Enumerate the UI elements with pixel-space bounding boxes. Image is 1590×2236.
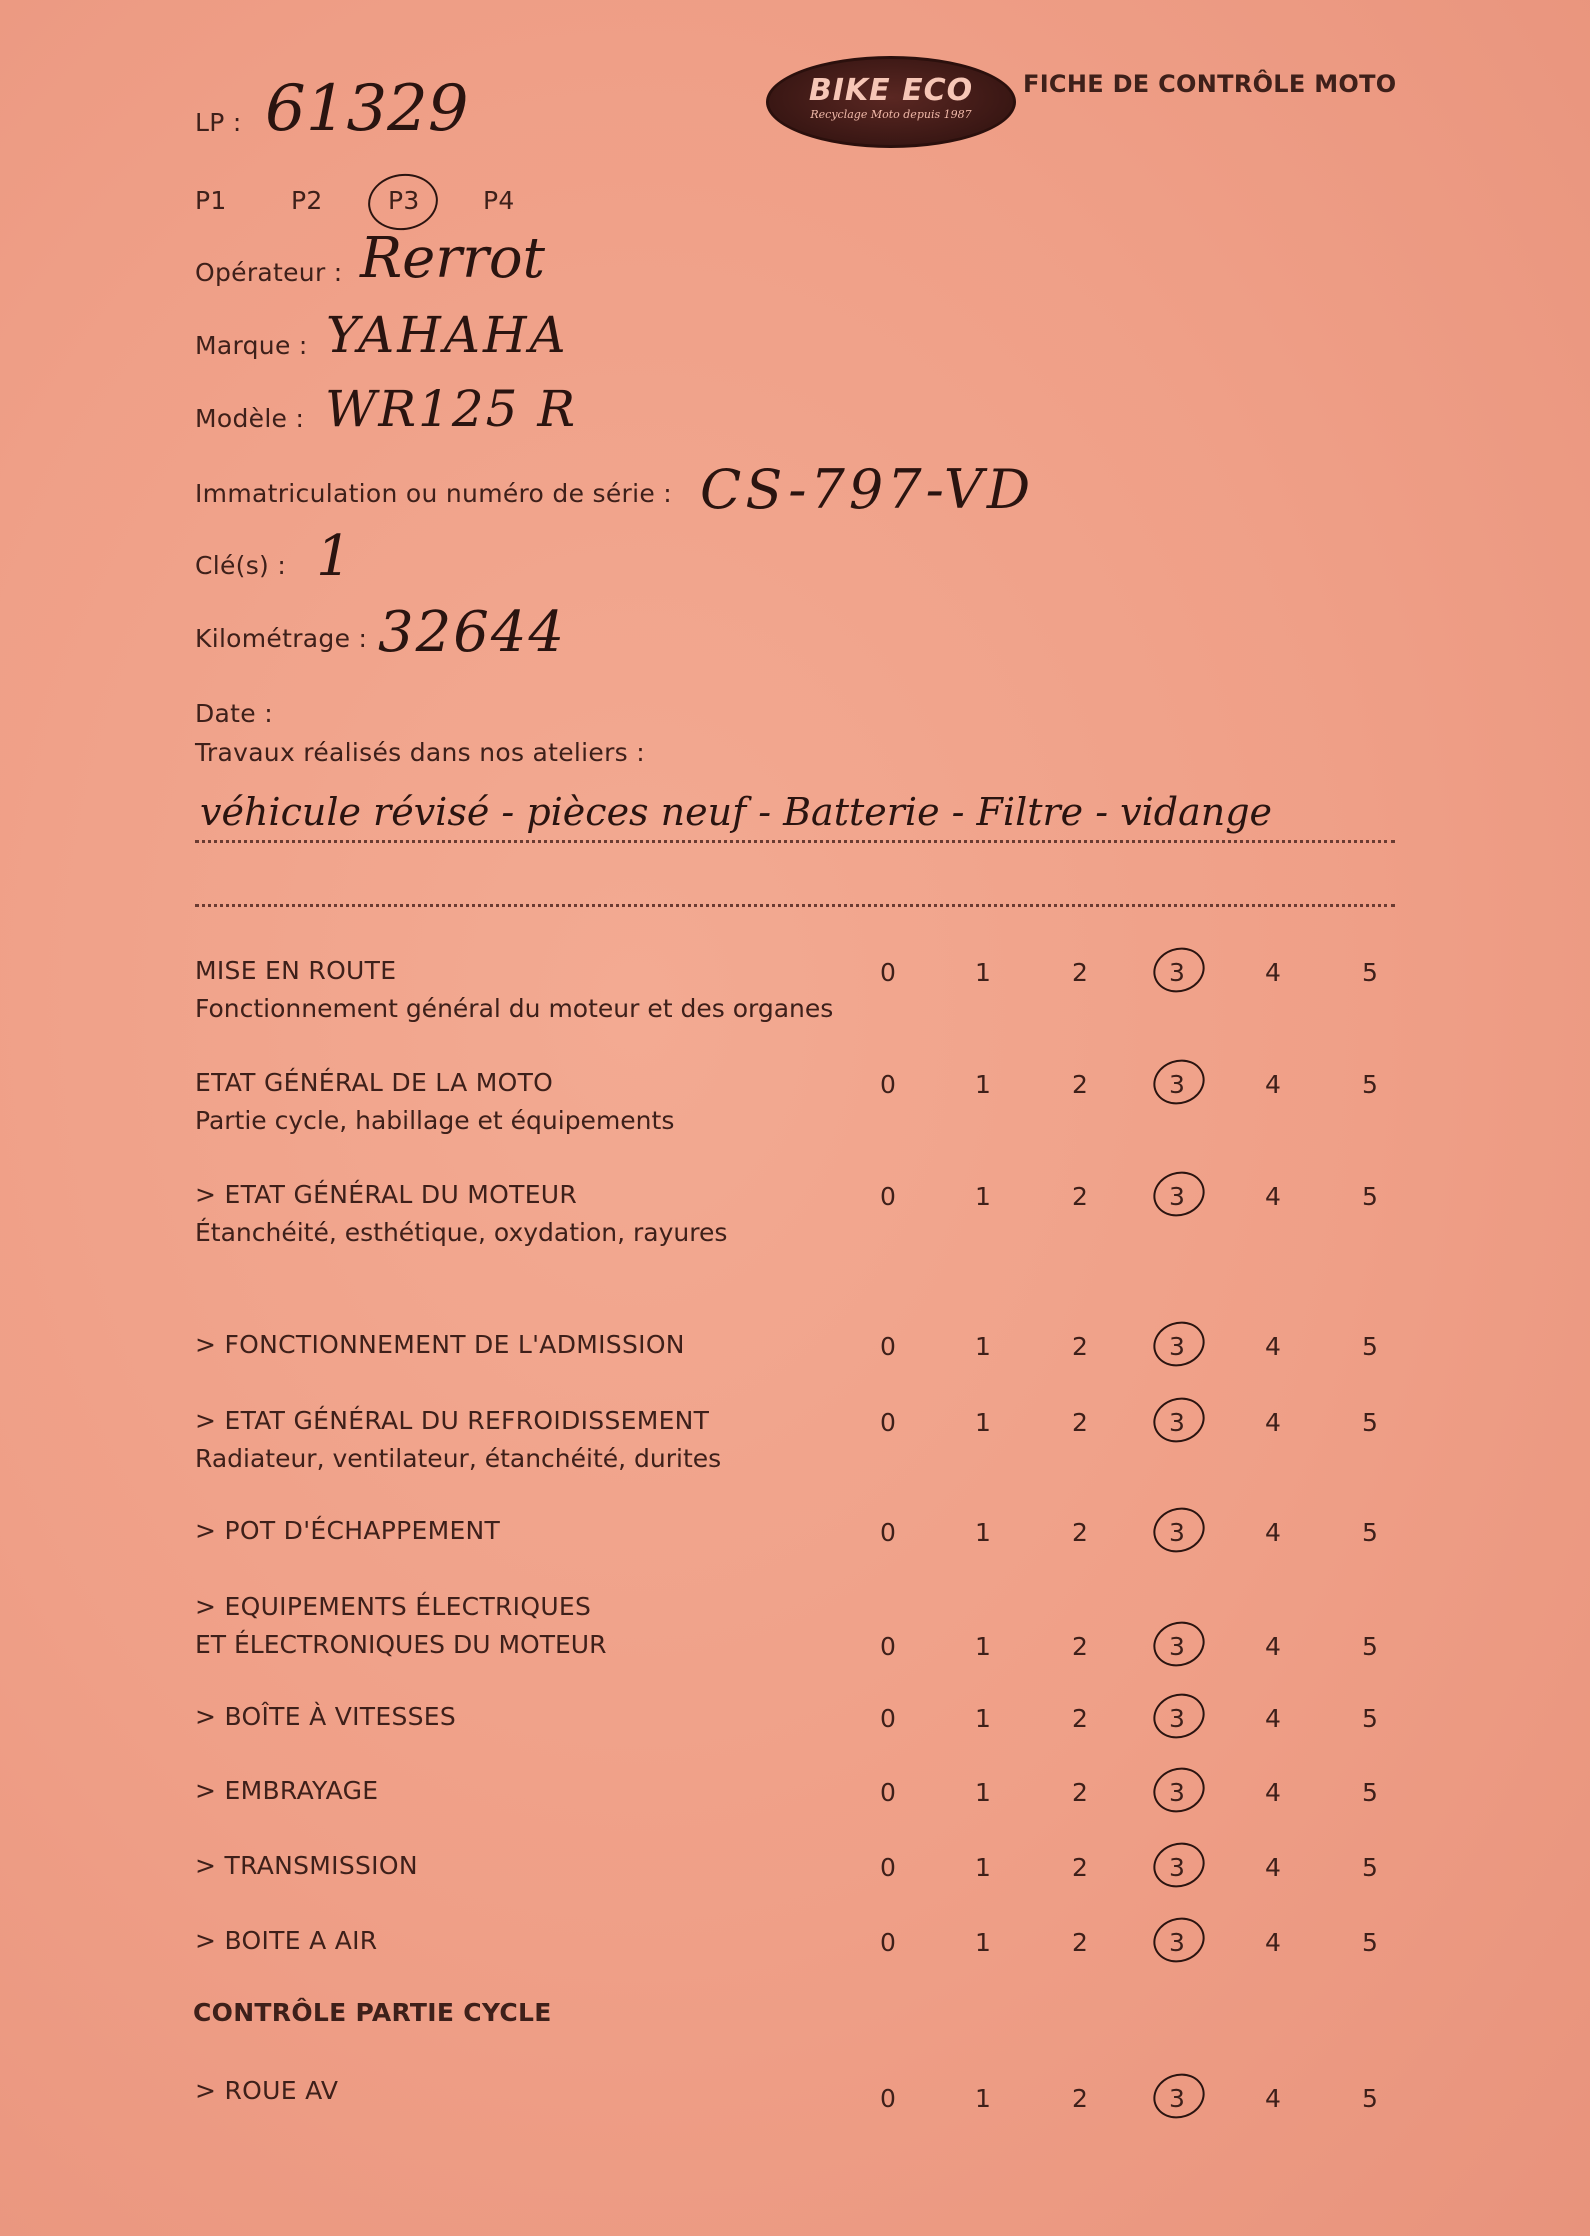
bike-eco-logo [766,56,1016,148]
score-option-3[interactable]: 3 [1169,958,1185,987]
model-value[interactable]: WR125 R [325,380,578,438]
score-option-3[interactable]: 3 [1169,1704,1185,1733]
score-option-2[interactable]: 2 [1072,1408,1088,1437]
score-option-3[interactable]: 3 [1169,1928,1185,1957]
score-option-0[interactable]: 0 [880,1704,896,1733]
score-option-5[interactable]: 5 [1362,1070,1378,1099]
check-title: MISE EN ROUTE [195,956,397,985]
score-option-2[interactable]: 2 [1072,1928,1088,1957]
score-option-3[interactable]: 3 [1169,1518,1185,1547]
score-option-5[interactable]: 5 [1362,2084,1378,2113]
score-option-4[interactable]: 4 [1265,1182,1281,1211]
score-option-1[interactable]: 1 [975,1332,991,1361]
operator-value[interactable]: Rerrot [360,226,546,291]
score-option-5[interactable]: 5 [1362,958,1378,987]
score-option-1[interactable]: 1 [975,1518,991,1547]
check-title: > POT D'ÉCHAPPEMENT [195,1516,501,1545]
registration-value[interactable]: CS-797-VD [700,458,1035,521]
check-title: > EMBRAYAGE [195,1776,379,1805]
score-option-0[interactable]: 0 [880,1408,896,1437]
position-p4[interactable]: P4 [483,186,515,215]
position-p3[interactable]: P3 [388,186,420,215]
work-line-2 [195,904,1395,907]
mileage-value[interactable]: 32644 [378,600,567,665]
check-title: > FONCTIONNEMENT DE L'ADMISSION [195,1330,685,1359]
check-title: > TRANSMISSION [195,1851,418,1880]
check-subtitle: Étanchéité, esthétique, oxydation, rayures [195,1218,728,1247]
score-selection-circle [1147,1501,1210,1559]
score-option-5[interactable]: 5 [1362,1408,1378,1437]
score-option-0[interactable]: 0 [880,1928,896,1957]
score-option-4[interactable]: 4 [1265,1853,1281,1882]
score-option-1[interactable]: 1 [975,1928,991,1957]
score-option-2[interactable]: 2 [1072,1332,1088,1361]
date-label: Date : [195,699,273,728]
score-selection-circle [1147,1315,1210,1373]
score-option-5[interactable]: 5 [1362,1778,1378,1807]
position-p2[interactable]: P2 [291,186,323,215]
score-option-5[interactable]: 5 [1362,1928,1378,1957]
score-option-1[interactable]: 1 [975,1704,991,1733]
registration-label: Immatriculation ou numéro de série : [195,479,672,508]
brand-label: Marque : [195,331,308,360]
score-option-3[interactable]: 3 [1169,1182,1185,1211]
score-option-5[interactable]: 5 [1362,1182,1378,1211]
score-option-4[interactable]: 4 [1265,1408,1281,1437]
score-selection-circle [1147,2067,1210,2125]
work-label: Travaux réalisés dans nos ateliers : [195,738,645,767]
score-option-4[interactable]: 4 [1265,1704,1281,1733]
score-selection-circle [1147,1053,1210,1111]
lp-value[interactable]: 61329 [265,72,469,146]
score-option-4[interactable]: 4 [1265,1070,1281,1099]
score-option-0[interactable]: 0 [880,958,896,987]
cycle-section-title: CONTRÔLE PARTIE CYCLE [193,1998,552,2027]
score-option-0[interactable]: 0 [880,1070,896,1099]
check-title: > ETAT GÉNÉRAL DU MOTEUR [195,1180,578,1209]
score-option-5[interactable]: 5 [1362,1704,1378,1733]
score-selection-circle [1147,941,1210,999]
position-p1[interactable]: P1 [195,186,227,215]
brand-value[interactable]: YAHAHA [326,306,569,364]
keys-label: Clé(s) : [195,551,287,580]
score-option-1[interactable]: 1 [975,1853,991,1882]
mileage-label: Kilométrage : [195,624,368,653]
score-option-3[interactable]: 3 [1169,2084,1185,2113]
check-title: > ROUE AV [195,2076,339,2105]
check-title: > ETAT GÉNÉRAL DU REFROIDISSEMENT [195,1406,710,1435]
score-option-3[interactable]: 3 [1169,1070,1185,1099]
score-option-1[interactable]: 1 [975,1182,991,1211]
score-option-2[interactable]: 2 [1072,1632,1088,1661]
score-option-5[interactable]: 5 [1362,1518,1378,1547]
operator-label: Opérateur : [195,258,343,287]
score-selection-circle [1147,1165,1210,1223]
score-option-4[interactable]: 4 [1265,1518,1281,1547]
lp-label: LP : [195,108,242,137]
check-title: > BOÎTE À VITESSES [195,1702,457,1731]
score-option-0[interactable]: 0 [880,1332,896,1361]
check-subtitle: Partie cycle, habillage et équipements [195,1106,675,1135]
check-title: > EQUIPEMENTS ÉLECTRIQUES [195,1592,592,1621]
score-selection-circle [1147,1911,1210,1969]
score-option-0[interactable]: 0 [880,2084,896,2113]
p3-selection-circle [364,169,441,234]
score-option-2[interactable]: 2 [1072,1778,1088,1807]
score-selection-circle [1147,1687,1210,1745]
score-option-2[interactable]: 2 [1072,1518,1088,1547]
score-option-2[interactable]: 2 [1072,1853,1088,1882]
work-value[interactable]: véhicule révisé - pièces neuf - Batterie - Filtre - vidange [200,790,1273,834]
score-option-0[interactable]: 0 [880,1182,896,1211]
score-option-1[interactable]: 1 [975,2084,991,2113]
score-option-3[interactable]: 3 [1169,1632,1185,1661]
check-subtitle: Radiateur, ventilateur, étanchéité, durites [195,1444,722,1473]
score-option-2[interactable]: 2 [1072,2084,1088,2113]
score-option-5[interactable]: 5 [1362,1853,1378,1882]
score-option-0[interactable]: 0 [880,1518,896,1547]
logo-tagline: Recyclage Moto depuis 1987 [810,108,972,121]
score-option-3[interactable]: 3 [1169,1778,1185,1807]
check-subtitle: Fonctionnement général du moteur et des organes [195,994,834,1023]
score-option-5[interactable]: 5 [1362,1332,1378,1361]
score-option-1[interactable]: 1 [975,958,991,987]
score-option-0[interactable]: 0 [880,1632,896,1661]
score-option-2[interactable]: 2 [1072,958,1088,987]
score-option-0[interactable]: 0 [880,1778,896,1807]
score-option-4[interactable]: 4 [1265,2084,1281,2113]
score-option-2[interactable]: 2 [1072,1070,1088,1099]
score-option-1[interactable]: 1 [975,1632,991,1661]
score-option-1[interactable]: 1 [975,1408,991,1437]
check-title: > BOITE A AIR [195,1926,378,1955]
score-option-1[interactable]: 1 [975,1778,991,1807]
check-subtitle: ET ÉLECTRONIQUES DU MOTEUR [195,1630,607,1659]
score-option-0[interactable]: 0 [880,1853,896,1882]
keys-value[interactable]: 1 [316,524,352,589]
form-title: FICHE DE CONTRÔLE MOTO [1023,70,1397,98]
check-title: ETAT GÉNÉRAL DE LA MOTO [195,1068,554,1097]
score-option-4[interactable]: 4 [1265,1928,1281,1957]
score-selection-circle [1147,1391,1210,1449]
score-option-3[interactable]: 3 [1169,1853,1185,1882]
score-option-4[interactable]: 4 [1265,1778,1281,1807]
logo-name: BIKE ECO [808,73,974,108]
score-option-3[interactable]: 3 [1169,1332,1185,1361]
work-line-1 [195,840,1395,843]
score-option-1[interactable]: 1 [975,1070,991,1099]
score-selection-circle [1147,1836,1210,1894]
score-option-2[interactable]: 2 [1072,1182,1088,1211]
score-option-2[interactable]: 2 [1072,1704,1088,1733]
score-selection-circle [1147,1615,1210,1673]
score-option-3[interactable]: 3 [1169,1408,1185,1437]
score-option-5[interactable]: 5 [1362,1632,1378,1661]
model-label: Modèle : [195,404,305,433]
score-option-4[interactable]: 4 [1265,1632,1281,1661]
score-selection-circle [1147,1761,1210,1819]
score-option-4[interactable]: 4 [1265,958,1281,987]
score-option-4[interactable]: 4 [1265,1332,1281,1361]
